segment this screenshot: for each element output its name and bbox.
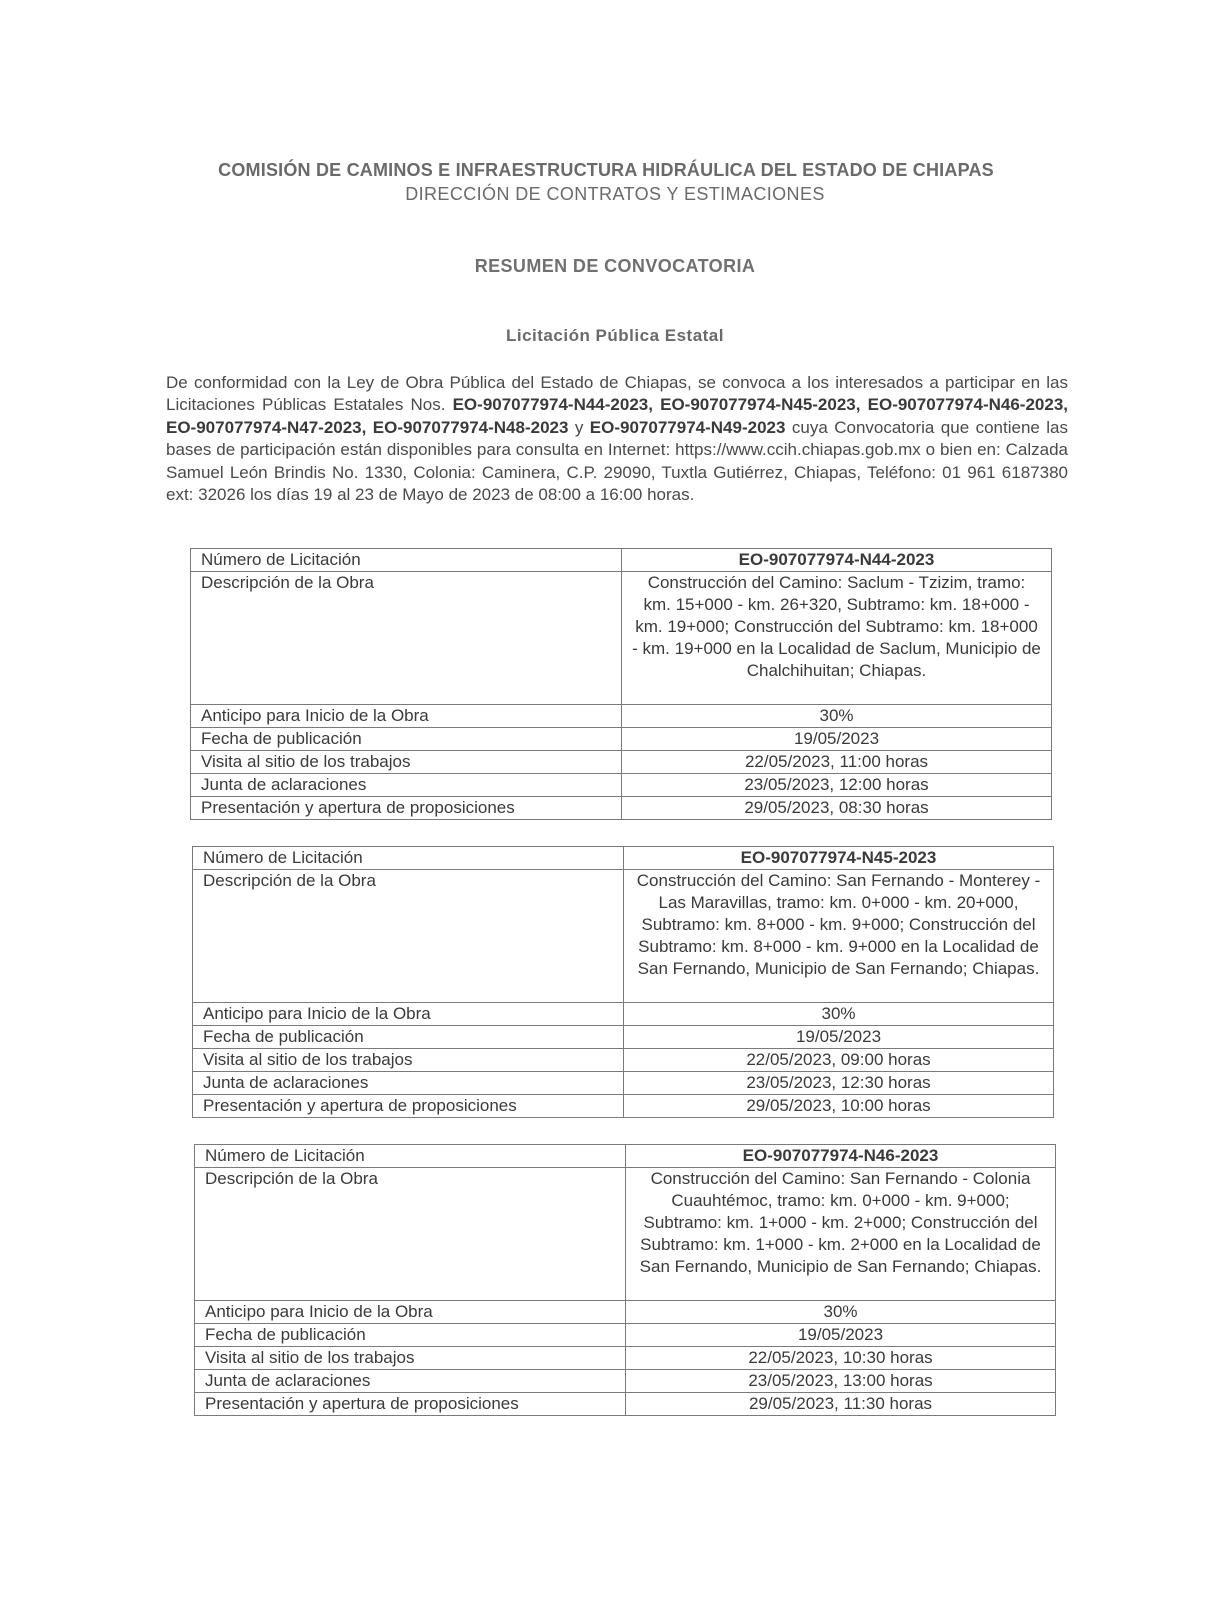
value-visita: 22/05/2023, 11:00 horas — [622, 751, 1052, 774]
table-row — [193, 847, 1054, 870]
label-visita: Visita al sitio de los trabajos — [191, 751, 622, 774]
intro-text-2: y — [568, 417, 590, 437]
value-presentacion: 29/05/2023, 08:30 horas — [622, 797, 1052, 820]
value-descripcion: Construcción del Camino: San Fernando - Monterey - Las Maravillas, tramo: km. 0+000 - km. 20+000, Subtramo: km. 8+000 - km. 9+000; Construcción del Subtramo: km. 8+000 - km. 9+000 en la Localidad de San Fernando, Municipio de San Fernando; Chiapas. — [624, 870, 1054, 1003]
department-name: DIRECCIÓN DE CONTRATOS Y ESTIMACIONES — [405, 184, 825, 204]
table-row — [191, 705, 1052, 728]
value-numero: EO-907077974-N45-2023 — [624, 847, 1054, 870]
value-junta: 23/05/2023, 12:30 horas — [624, 1072, 1054, 1095]
table-row — [195, 1301, 1056, 1324]
intro-text-1: De conformidad con la Ley de Obra Pública del Estado de Chiapas, se convoca a los interesados a participar en las Licitaciones Públicas Estatales Nos. — [166, 373, 1068, 415]
label-descripcion: Descripción de la Obra — [193, 870, 624, 1003]
table-row — [195, 1168, 1056, 1301]
table-row — [191, 549, 1052, 572]
value-anticipo: 30% — [622, 705, 1052, 728]
value-visita: 22/05/2023, 09:00 horas — [624, 1049, 1054, 1072]
label-visita: Visita al sitio de los trabajos — [195, 1347, 626, 1370]
label-presentacion: Presentación y apertura de proposiciones — [193, 1095, 624, 1118]
label-presentacion: Presentación y apertura de proposiciones — [191, 797, 622, 820]
value-anticipo: 30% — [624, 1003, 1054, 1026]
table-row — [193, 1049, 1054, 1072]
label-fecha: Fecha de publicación — [195, 1324, 626, 1347]
table-row — [191, 797, 1052, 820]
value-presentacion: 29/05/2023, 10:00 horas — [624, 1095, 1054, 1118]
label-descripcion: Descripción de la Obra — [195, 1168, 626, 1301]
table-row — [195, 1347, 1056, 1370]
label-fecha: Fecha de publicación — [191, 728, 622, 751]
intro-text-3: cuya Convocatoria que contiene las bases de participación están disponibles para consulta en Internet: https://www.ccih.chiapas.gob.mx o bien en: Calzada Samuel León Brindis No. 1330, Colonia: Caminera, C.P. 29090, Tuxtla Gutiérrez, Chiapas, Teléfono: 01 961 6187380 ext: 32026 los días 19 al 23 de Mayo de 2023 de 08:00 a 16:00 horas. — [166, 417, 1069, 505]
table-row — [193, 1095, 1054, 1118]
licitacion-table — [192, 846, 1054, 1118]
licitacion-table — [194, 1144, 1056, 1416]
licitacion-table — [190, 548, 1052, 820]
intro-paragraph — [166, 372, 1068, 506]
table-row — [195, 1393, 1056, 1416]
table-row — [191, 728, 1052, 751]
label-visita: Visita al sitio de los trabajos — [193, 1049, 624, 1072]
document-subtitle: Licitación Pública Estatal — [505, 326, 724, 345]
value-numero: EO-907077974-N44-2023 — [622, 549, 1052, 572]
label-numero: Número de Licitación — [191, 549, 622, 572]
table-row — [195, 1370, 1056, 1393]
intro-last-id: EO-907077974-N49-2023 — [589, 417, 786, 437]
value-fecha: 19/05/2023 — [622, 728, 1052, 751]
label-junta: Junta de aclaraciones — [191, 774, 622, 797]
table-row — [193, 1026, 1054, 1049]
label-numero: Número de Licitación — [195, 1145, 626, 1168]
value-junta: 23/05/2023, 13:00 horas — [626, 1370, 1056, 1393]
label-junta: Junta de aclaraciones — [193, 1072, 624, 1095]
label-anticipo: Anticipo para Inicio de la Obra — [191, 705, 622, 728]
table-row — [193, 1072, 1054, 1095]
label-anticipo: Anticipo para Inicio de la Obra — [195, 1301, 626, 1324]
label-junta: Junta de aclaraciones — [195, 1370, 626, 1393]
label-numero: Número de Licitación — [193, 847, 624, 870]
label-fecha: Fecha de publicación — [193, 1026, 624, 1049]
value-numero: EO-907077974-N46-2023 — [626, 1145, 1056, 1168]
value-junta: 23/05/2023, 12:00 horas — [622, 774, 1052, 797]
value-presentacion: 29/05/2023, 11:30 horas — [626, 1393, 1056, 1416]
table-row — [191, 572, 1052, 705]
table-row — [195, 1145, 1056, 1168]
label-descripcion: Descripción de la Obra — [191, 572, 622, 705]
intro-ids: EO-907077974-N44-2023, EO-907077974-N45-2023, EO-907077974-N46-2023, EO-907077974-N47-2023, EO-907077974-N48-2023 — [166, 395, 1068, 437]
value-anticipo: 30% — [626, 1301, 1056, 1324]
table-row — [191, 774, 1052, 797]
label-anticipo: Anticipo para Inicio de la Obra — [193, 1003, 624, 1026]
agency-name: COMISIÓN DE CAMINOS E INFRAESTRUCTURA HIDRÁULICA DEL ESTADO DE CHIAPAS — [218, 160, 994, 180]
label-presentacion: Presentación y apertura de proposiciones — [195, 1393, 626, 1416]
value-descripcion: Construcción del Camino: Saclum - Tzizim, tramo: km. 15+000 - km. 26+320, Subtramo: km. 18+000 - km. 19+000; Construcción del Subtramo: km. 18+000 - km. 19+000 en la Localidad de Saclum, Municipio de Chalchihuitan; Chiapas. — [622, 572, 1052, 705]
value-fecha: 19/05/2023 — [624, 1026, 1054, 1049]
table-row — [193, 870, 1054, 1003]
table-row — [195, 1324, 1056, 1347]
document-title: RESUMEN DE CONVOCATORIA — [474, 256, 756, 276]
table-row — [193, 1003, 1054, 1026]
value-visita: 22/05/2023, 10:30 horas — [626, 1347, 1056, 1370]
value-descripcion: Construcción del Camino: San Fernando - Colonia Cuauhtémoc, tramo: km. 0+000 - km. 9+000; Subtramo: km. 1+000 - km. 2+000; Construcción del Subtramo: km. 1+000 - km. 2+000 en la Localidad de San Fernando, Municipio de San Fernando; Chiapas. — [626, 1168, 1056, 1301]
table-row — [191, 751, 1052, 774]
value-fecha: 19/05/2023 — [626, 1324, 1056, 1347]
